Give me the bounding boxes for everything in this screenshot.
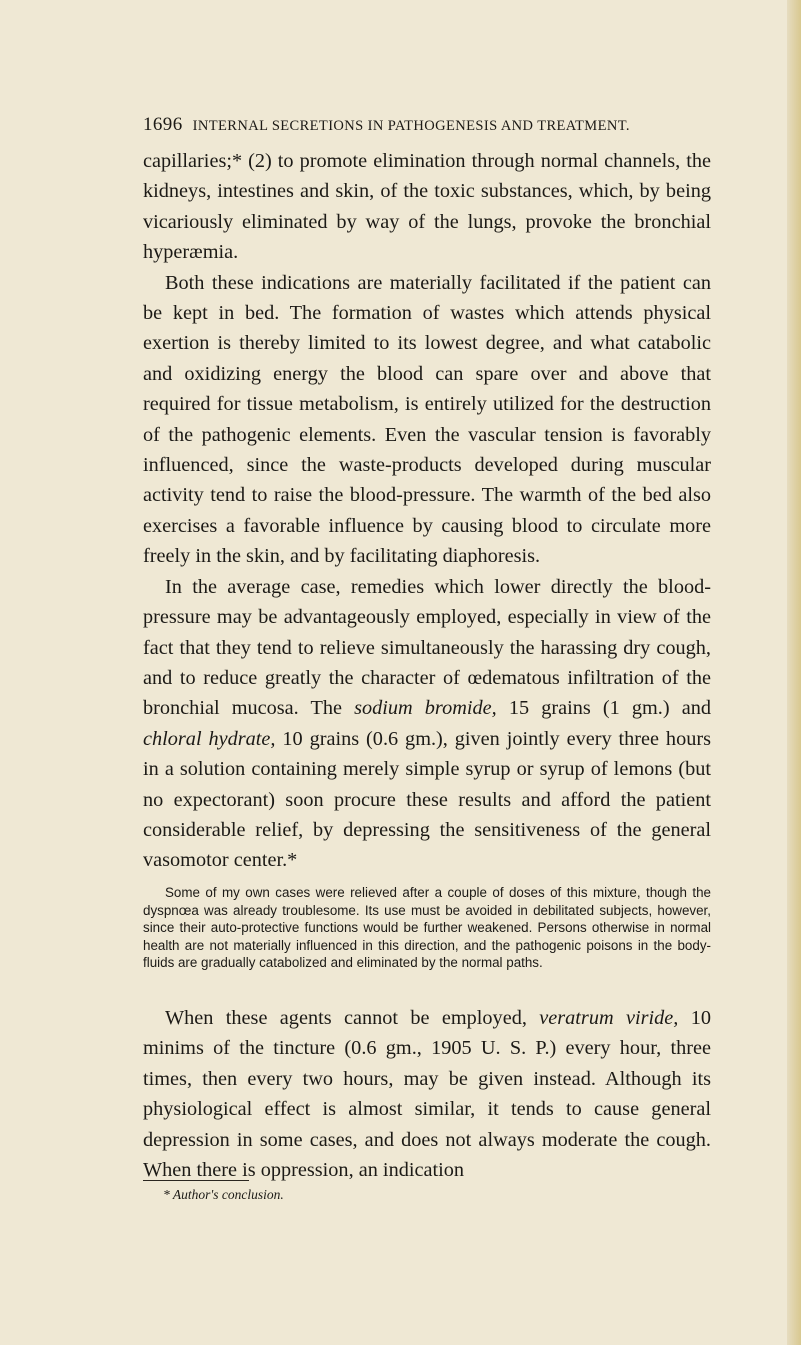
- paragraph-4: [143, 1003, 711, 1185]
- paragraph-2: Both these indications are materially facilitated if the patient can be kept in bed. The formation of wastes which attends physical exertion is thereby limited to its lowest degree, and what catabolic and oxidizing energy the blood can spare over and above that required for tissue metabolism, is entirely utilized for the destruction of the pathogenic elements. Even the vascular tension is favorably influenced, since the waste-products developed during muscular activity tend to raise the blood-pressure. The warmth of the bed also exercises a favorable influence by causing blood to circulate more freely in the skin, and by facilitating diaphoresis.: [143, 271, 711, 568]
- paragraph-3-text-c: 10 grains (0.6 gm.), given jointly every three hours in a solution containing merely simple syrup or syrup of lemons (but no expectorant) soon procure these results and afford the patient considerable relief, by depressing the sensitiveness of the general vasomotor center.*: [143, 727, 711, 872]
- chloral-hydrate-term: chloral hydrate,: [143, 727, 276, 750]
- paragraph-4-text-a: When these agents cannot be employed,: [165, 1007, 540, 1029]
- paragraph-3-text-a: In the average case, remedies which lower directly the blood-pressure may be advantageously employed, especially in view of the fact that they tend to relieve simultaneously the harassing dry cough, and to reduce greatly the character of œdematous infiltration of the bronchial mucosa. The: [143, 575, 711, 720]
- running-head: [143, 114, 713, 136]
- sodium-bromide-term: sodium bromide,: [354, 697, 497, 720]
- paragraph-1: capillaries;* (2) to promote elimination through normal channels, the kidneys, intestines and skin, of the toxic substances, which, by being vicariously eliminated by way of the lungs, provoke the bronchial hyperæmia.: [143, 150, 711, 264]
- paragraph-3-text-b: 15 grains (1 gm.) and: [496, 697, 711, 720]
- small-print-note: Some of my own cases were relieved after a couple of doses of this mixture, though the dyspnœa was already troublesome. Its use must be avoided in debilitated subjects, however, since their auto-protective functions would be further weakened. Persons otherwise in normal health are not materially influenced in this direction, and the pathogenic poisons in the body-fluids are gradually catabolized and eliminated by the normal paths.: [143, 885, 711, 970]
- paragraph-3: [143, 572, 711, 876]
- footnote-rule: [143, 1180, 249, 1181]
- page-edge: [787, 0, 801, 1345]
- main-text: [143, 146, 711, 876]
- footnote: * Author's conclusion.: [163, 1187, 284, 1202]
- paragraph-4-text-b: 10 minims of the tincture (0.6 gm., 1905 U. S. P.) every hour, three times, then every two hours, may be given instead. Although its physiological effect is almost similar, it tends to cause general depression in some cases, and does not always moderate the cough. When there is oppression, an indication: [143, 1007, 711, 1182]
- veratrum-viride-term: veratrum viride,: [539, 1007, 679, 1029]
- page-number: 1696: [143, 114, 183, 135]
- running-title: INTERNAL SECRETIONS IN PATHOGENESIS AND TREATMENT.: [192, 118, 630, 134]
